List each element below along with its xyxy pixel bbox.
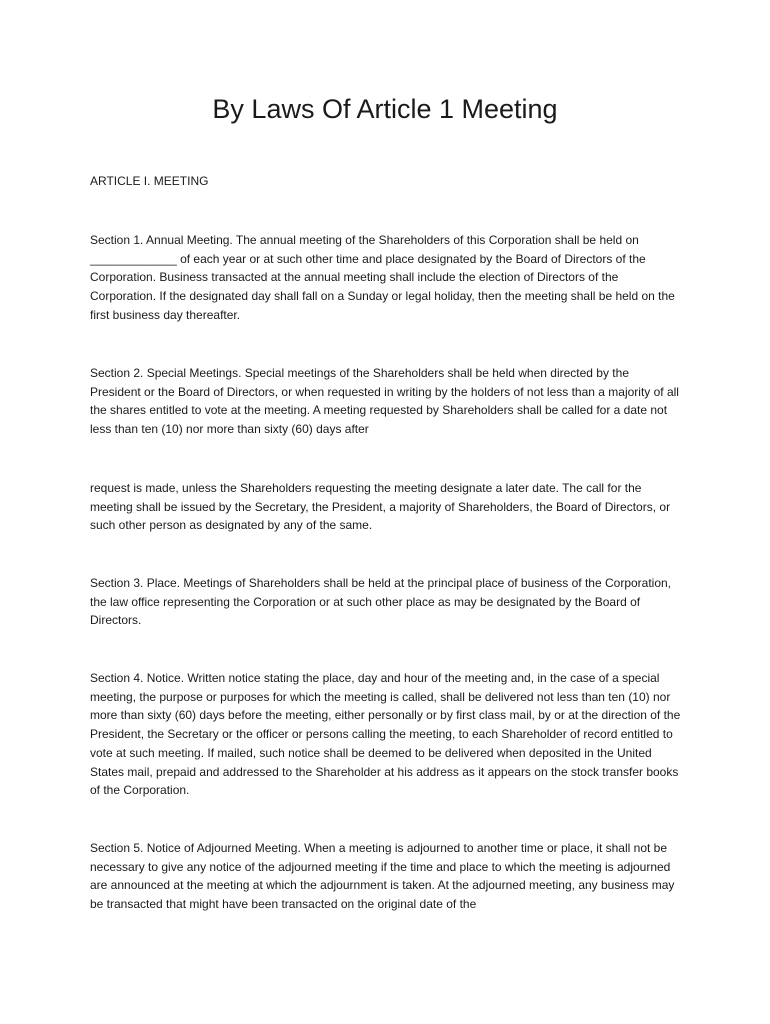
section-5-notice-of-adjourned-meeting: Section 5. Notice of Adjourned Meeting. When a meeting is adjourned to another time or place, it shall not be necessary to give any notice of the adjourned meeting if the time and place to which the meeting is adjourned are announced at the meeting at which the adjournment is taken. At the adjourned meeting, any business may be transacted that might have been transacted on the original date of the	[90, 841, 675, 912]
section-4-notice: Section 4. Notice. Written notice stating the place, day and hour of the meeting and, in the case of a special meeting, the purpose or purposes for which the meeting is called, shall be delivered not less than ten (10) nor more than sixty (60) days before the meeting, either personally or by first class mail, by or at the direction of the President, the Secretary or the officer or persons calling the meeting, to each Shareholder of record entitled to vote at such meeting. If mailed, such notice shall be deemed to be delivered when deposited in the United States mail, prepaid and addressed to the Shareholder at his address as it appears on the stock transfer books of the Corporation.	[90, 671, 681, 798]
article-heading: ARTICLE I. MEETING	[90, 174, 209, 188]
section-2-special-meetings: Section 2. Special Meetings. Special meetings of the Shareholders shall be held when directed by the President or the Board of Directors, or when requested in writing by the holders of not less than a majority of all the shares entitled to vote at the meeting. A meeting requested by Shareholders shall be called for a date not less than ten (10) nor more than sixty (60) days after	[90, 366, 679, 437]
document-title: By Laws Of Article 1 Meeting	[212, 94, 558, 124]
section-1-annual-meeting: Section 1. Annual Meeting. The annual meeting of the Shareholders of this Corporation shall be held on _____________ of each year or at such other time and place designated by the Board of Directors of the Corporation. Business transacted at the annual meeting shall include the election of Directors of the Corporation. If the designated day shall fall on a Sunday or legal holiday, then the meeting shall be held on the first business day thereafter.	[90, 233, 675, 322]
section-2-special-meetings-continued: request is made, unless the Shareholders requesting the meeting designate a later date. The call for the meeting shall be issued by the Secretary, the President, a majority of Shareholders, the Board of Directors, or such other person as designated by any of the same.	[90, 481, 671, 533]
section-3-place: Section 3. Place. Meetings of Shareholders shall be held at the principal place of business of the Corporation, the law office representing the Corporation or at such other place as may be designated by the Board of Directors.	[90, 576, 672, 628]
